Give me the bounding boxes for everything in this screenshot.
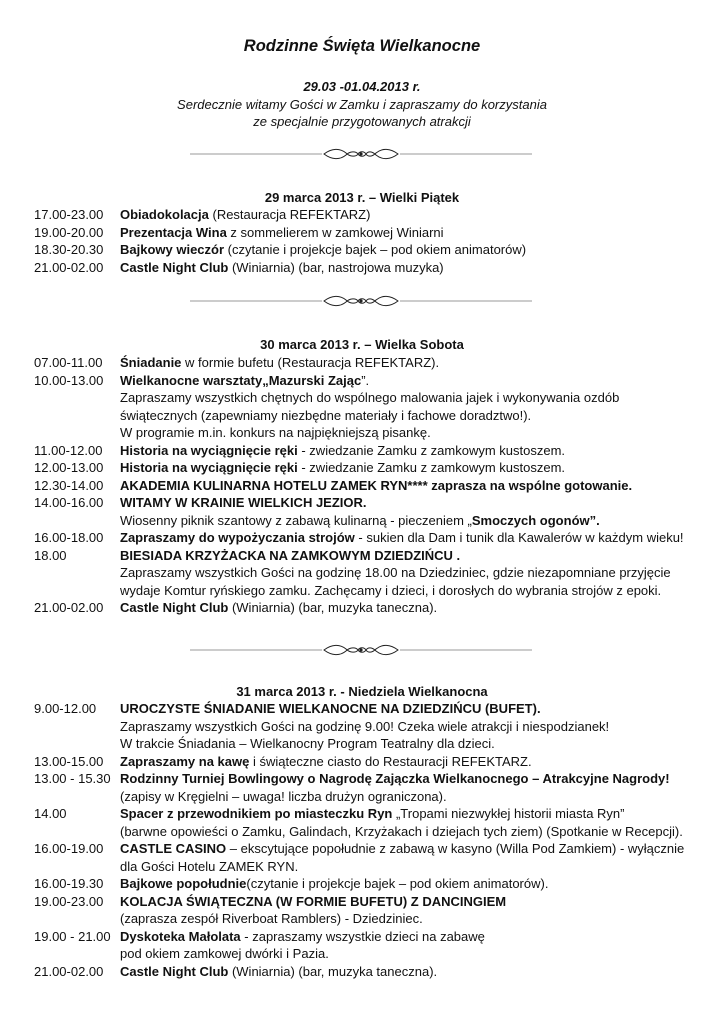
event-details: w formie bufetu (Restauracja REFEKTARZ). xyxy=(181,355,440,370)
schedule-row xyxy=(34,700,694,718)
event-details: – ekscytujące popołudnie z zabawą w kasyno (Willa Pod Zamkiem) - wyłącznie xyxy=(226,841,685,856)
document-title: Rodzinne Święta Wielkanocne xyxy=(243,37,481,55)
schedule-time: 17.00-23.00 xyxy=(34,207,104,222)
schedule-description xyxy=(120,259,694,277)
day-heading-saturday: 30 marca 2013 r. – Wielka Sobota xyxy=(260,337,464,352)
schedule-description xyxy=(120,875,694,893)
event-details: (czytanie i projekcje bajek – pod okiem animatorów). xyxy=(246,876,549,891)
event-details: (Winiarnia) (bar, nastrojowa muzyka) xyxy=(228,259,444,275)
schedule-time: 16.00-19.30 xyxy=(34,876,104,891)
schedule-row xyxy=(34,718,694,736)
event-details: Wiosenny piknik szantowy z zabawą kulinarną - pieczeniem „ xyxy=(120,512,472,528)
schedule-time: 12.00-13.00 xyxy=(34,460,104,475)
schedule-row xyxy=(34,910,694,928)
schedule-time: 19.00-23.00 xyxy=(34,893,104,909)
event-name: Castle Night Club xyxy=(120,600,229,615)
schedule-description xyxy=(120,206,694,224)
event-details: Zapraszamy wszystkich Gości na godzinę 18.00 na Dziedziniec, gdzie niezapomniane przyjęcie xyxy=(120,565,671,580)
schedule-row xyxy=(34,424,694,442)
schedule-time: 13.00-15.00 xyxy=(34,753,104,769)
schedule-description xyxy=(120,442,694,460)
schedule-description xyxy=(34,823,694,841)
day-heading-sunday: 31 marca 2013 r. - Niedziela Wielkanocna xyxy=(236,684,488,699)
intro-line-1: Serdecznie witamy Gości w Zamku i zapraszamy do korzystania xyxy=(177,97,547,112)
schedule-description xyxy=(34,858,694,876)
schedule-description xyxy=(120,700,694,718)
schedule-row xyxy=(34,582,694,600)
schedule-row xyxy=(34,259,694,277)
schedule-description xyxy=(120,241,694,259)
schedule-description xyxy=(34,512,694,530)
schedule-time: 14.00 xyxy=(34,806,67,821)
schedule-row xyxy=(34,858,694,876)
schedule-description xyxy=(34,407,694,425)
event-details: (czytanie i projekcje bajek – pod okiem animatorów) xyxy=(224,242,527,257)
event-details: - zwiedzanie Zamku z zamkowym kustoszem. xyxy=(297,460,566,475)
schedule-time: 21.00-02.00 xyxy=(34,963,104,979)
schedule-time: 14.00-16.00 xyxy=(34,495,104,510)
schedule-time: 18.30-20.30 xyxy=(34,242,104,257)
schedule-time: 16.00-19.00 xyxy=(34,841,104,856)
schedule-row xyxy=(34,459,694,477)
schedule-row xyxy=(34,354,694,372)
event-details: pod okiem zamkowej dwórki i Pazia. xyxy=(120,946,329,961)
event-name: Prezentacja Wina xyxy=(120,224,227,240)
schedule-description xyxy=(120,770,694,788)
schedule-row xyxy=(34,547,694,565)
ornament-divider-icon xyxy=(190,641,532,661)
schedule-description xyxy=(34,910,694,928)
schedule-description xyxy=(120,840,694,858)
schedule-sunday xyxy=(34,700,694,980)
schedule-description xyxy=(120,494,694,512)
schedule-row xyxy=(34,372,694,390)
schedule-row xyxy=(34,529,694,547)
event-details: (Restauracja REFEKTARZ) xyxy=(208,207,371,222)
event-name: Castle Night Club xyxy=(120,963,229,979)
event-name: Obiadokolacja xyxy=(120,207,209,222)
event-name: Bajkowy wieczór xyxy=(120,242,225,257)
schedule-row xyxy=(34,389,694,407)
schedule-row xyxy=(34,753,694,771)
event-details: Zapraszamy wszystkich Gości na godzinę 9.00! Czeka wiele atrakcji i niespodzianek! xyxy=(120,718,610,734)
schedule-time: 18.00 xyxy=(34,547,67,563)
schedule-time: 16.00-18.00 xyxy=(34,530,104,545)
event-dates: 29.03 -01.04.2013 r. xyxy=(303,79,421,94)
event-name: AKADEMIA KULINARNA HOTELU ZAMEK RYN**** zaprasza na wspólne gotowanie. xyxy=(120,477,633,493)
schedule-description xyxy=(120,459,694,477)
event-details: (Winiarnia) (bar, muzyka taneczna). xyxy=(228,963,438,979)
event-name: Historia na wyciągnięcie ręki xyxy=(120,442,298,458)
schedule-description xyxy=(34,564,694,582)
ornament-divider-icon xyxy=(190,145,532,165)
event-name: Zapraszamy na kawę xyxy=(120,753,250,769)
event-name: Castle Night Club xyxy=(120,259,229,275)
event-name: Śniadanie xyxy=(120,355,182,370)
schedule-description xyxy=(120,599,694,617)
schedule-description xyxy=(120,477,694,495)
schedule-time: 12.30-14.00 xyxy=(34,477,104,493)
event-details: wydaje Komtur ryńskiego zamku. Zachęcamy i dzieci, i dorosłych do wybrania strojów z epoki. xyxy=(120,582,662,598)
schedule-row xyxy=(34,241,694,259)
event-details: - zapraszamy wszystkie dzieci na zabawę xyxy=(240,928,485,944)
schedule-description xyxy=(120,928,694,946)
event-name: Rodzinny Turniej Bowlingowy o Nagrodę Zajączka Wielkanocnego – Atrakcyjne Nagrody! xyxy=(120,771,670,786)
schedule-description xyxy=(34,788,694,806)
schedule-row xyxy=(34,224,694,242)
schedule-time: 19.00-20.00 xyxy=(34,224,104,240)
event-details: i świąteczne ciasto do Restauracji REFEKTARZ. xyxy=(249,753,532,769)
schedule-time: 9.00-12.00 xyxy=(34,701,97,716)
event-details: „Tropami niezwykłej historii miasta Ryn” xyxy=(392,806,625,821)
schedule-time: 19.00 - 21.00 xyxy=(34,928,111,944)
event-name: Wielkanocne warsztaty„Mazurski Zając xyxy=(120,372,362,388)
schedule-description xyxy=(120,354,694,372)
schedule-saturday xyxy=(34,354,694,617)
event-details: z sommelierem w zamkowej Winiarni xyxy=(226,224,444,240)
schedule-row xyxy=(34,928,694,946)
schedule-description xyxy=(120,963,694,981)
schedule-time: 21.00-02.00 xyxy=(34,600,104,615)
schedule-row xyxy=(34,893,694,911)
schedule-description xyxy=(34,735,694,753)
schedule-row xyxy=(34,788,694,806)
schedule-description xyxy=(120,893,694,911)
event-name: UROCZYSTE ŚNIADANIE WIELKANOCNE NA DZIEDZIŃCU (BUFET). xyxy=(120,701,541,716)
schedule-row xyxy=(34,494,694,512)
day-heading-friday: 29 marca 2013 r. – Wielki Piątek xyxy=(264,190,460,205)
event-details: - sukien dla Dam i tunik dla Kawalerów w każdym wieku! xyxy=(354,530,684,545)
event-details: dla Gości Hotelu ZAMEK RYN. xyxy=(120,858,299,874)
event-name: Spacer z przewodnikiem po miasteczku Ryn xyxy=(120,806,393,821)
event-highlight: Smoczych ogonów”. xyxy=(471,512,600,528)
event-details: ”. xyxy=(361,372,370,388)
event-details: świątecznych (zapewniamy niezbędne materiały i fachowe doradztwo!). xyxy=(120,407,532,423)
event-details: W trakcie Śniadania – Wielkanocny Program Teatralny dla dzieci. xyxy=(120,736,495,751)
schedule-description xyxy=(120,372,694,390)
schedule-description xyxy=(120,753,694,771)
schedule-description xyxy=(34,424,694,442)
schedule-row xyxy=(34,840,694,858)
event-name: Historia na wyciągnięcie ręki xyxy=(120,460,298,475)
schedule-row xyxy=(34,805,694,823)
schedule-description xyxy=(34,718,694,736)
schedule-row xyxy=(34,963,694,981)
schedule-time: 10.00-13.00 xyxy=(34,372,104,388)
schedule-row xyxy=(34,407,694,425)
schedule-row xyxy=(34,945,694,963)
ornament-divider-icon xyxy=(190,292,532,312)
event-details: Zapraszamy wszystkich chętnych do wspólnego malowania jajek i wykonywania ozdób xyxy=(120,390,620,405)
event-details: (zaprasza zespół Riverboat Ramblers) - Dziedziniec. xyxy=(120,911,423,926)
schedule-row xyxy=(34,442,694,460)
schedule-time: 21.00-02.00 xyxy=(34,259,104,275)
event-details: (Winiarnia) (bar, muzyka taneczna). xyxy=(228,600,438,615)
schedule-row xyxy=(34,599,694,617)
event-details: (zapisy w Kręgielni – uwaga! liczba drużyn ograniczona). xyxy=(120,788,447,804)
event-name: Bajkowe popołudnie xyxy=(120,876,247,891)
schedule-row xyxy=(34,564,694,582)
event-name: BIESIADA KRZYŻACKA NA ZAMKOWYM DZIEDZIŃCU . xyxy=(120,547,461,563)
schedule-time: 13.00 - 15.30 xyxy=(34,771,111,786)
schedule-description xyxy=(34,582,694,600)
event-name: CASTLE CASINO xyxy=(120,841,227,856)
event-name: KOLACJA ŚWIĄTECZNA (W FORMIE BUFETU) Z DANCINGIEM xyxy=(120,893,507,909)
schedule-row xyxy=(34,477,694,495)
event-name: Dyskoteka Małolata xyxy=(120,928,241,944)
schedule-description xyxy=(34,389,694,407)
schedule-row xyxy=(34,875,694,893)
schedule-row xyxy=(34,823,694,841)
event-details: (barwne opowieści o Zamku, Galindach, Krzyżakach i dziejach tych ziem) (Spotkanie w Recepcji). xyxy=(120,823,683,839)
schedule-time: 11.00-12.00 xyxy=(34,442,103,458)
event-details: W programie m.in. konkurs na najpiękniejszą pisankę. xyxy=(120,425,431,440)
event-details: - zwiedzanie Zamku z zamkowym kustoszem. xyxy=(297,442,566,458)
schedule-row xyxy=(34,206,694,224)
schedule-description xyxy=(120,805,694,823)
schedule-time: 07.00-11.00 xyxy=(34,355,103,370)
intro-line-2: ze specjalnie przygotowanych atrakcji xyxy=(253,114,471,129)
schedule-description xyxy=(34,945,694,963)
schedule-description xyxy=(120,547,694,565)
schedule-friday xyxy=(34,206,694,276)
schedule-row xyxy=(34,512,694,530)
event-name: WITAMY W KRAINIE WIELKICH JEZIOR. xyxy=(120,495,367,510)
schedule-description xyxy=(120,529,694,547)
event-name: Zapraszamy do wypożyczania strojów xyxy=(120,530,355,545)
schedule-row xyxy=(34,770,694,788)
schedule-row xyxy=(34,735,694,753)
schedule-description xyxy=(120,224,694,242)
